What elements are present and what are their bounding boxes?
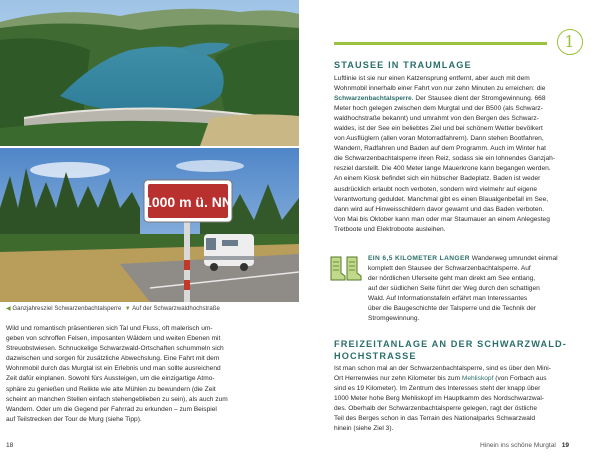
- text-line: Wald. Auf Informationstafeln erfährt man Interessantes: [368, 295, 528, 303]
- body-line: geben von schroffen Felsen, imposanten Wäldern und weiten Ebenen mit: [6, 335, 221, 343]
- text-line: 1000 Meter hohe Berg Mehliskopf im Hauptkamm des Nordschwarzwal-: [334, 395, 544, 403]
- destination-number: 1: [564, 32, 575, 51]
- body-line: Zeit dafür einplanen. Sowohl fürs Aussteigen, um die einzigartige Atmo-: [6, 375, 215, 383]
- text-line: über die Baugeschichte der Talsperre und die Technik der: [368, 305, 537, 313]
- text-line: Wandern, Radfahren und Baden auf dem Programm. Auch im Winter hat: [334, 145, 546, 153]
- text-line: dann wird auf Hinweisschildern davor gewarnt und das Baden verboten.: [334, 205, 545, 213]
- body-line: auf Teilstrecken der Tour de Murg (siehe Tipp).: [6, 415, 142, 423]
- body-line: dazwischen und sorgen für zusätzliche Abwechslung. Eine Fahrt mit dem: [6, 355, 220, 363]
- page-footer-right: [480, 442, 569, 449]
- body-line: Wohnmobil durch das Murgtal ist ein Erlebnis und man sollte ausreichend: [6, 365, 221, 373]
- text-line: komplett den Stausee der Schwarzenbachtalsperre. Auf: [368, 265, 531, 273]
- page-number-right: 19: [561, 442, 570, 449]
- elevation-sign-text: 1000 m ü. NN: [144, 194, 232, 210]
- text-line: sind es 19 Kilometer). Im Zentrum des Interesses steht der knapp über: [334, 385, 541, 393]
- paragraph-wanderweg: [368, 254, 596, 324]
- caption-marker-left: ◀: [6, 306, 11, 312]
- road-sign-photo: [0, 148, 299, 302]
- left-body-text: [6, 324, 294, 425]
- text-line: Teil des Berges schon in das Terrain des Nationalparks Schwarzwald: [334, 415, 536, 423]
- road-sign-photo-graphic: [0, 148, 299, 302]
- text-line: An einem Kiosk befindet sich ein hübscher Badeplatz. Baden ist weder: [334, 175, 541, 183]
- text-line: der nördlichen Uferseite geht man direkt am See entlang,: [368, 275, 536, 283]
- destination-number-icon: [557, 29, 583, 55]
- reservoir-photo: [0, 0, 299, 146]
- body-line: Wandern. Oder um die Gegend per Fahrrad zu erkunden – zum Beispiel: [6, 405, 217, 413]
- text-line: EIN 6,5 KILOMETER LANGER Wanderweg umrundet einmal: [368, 255, 558, 262]
- text-line: Schwarzenbachtalsperre. Der Stausee dient der Stromgewinnung. 668: [334, 95, 546, 103]
- body-line: Wild und romantisch präsentieren sich Tal und Fluss, oft malerisch um-: [6, 325, 213, 332]
- caption-marker-right: ▼: [124, 306, 131, 312]
- caption-right: Auf der Schwarzwaldhochstraße: [132, 305, 220, 312]
- text-line: ausdrücklich erlaubt noch verboten, sondern wird vielmehr auf eigene: [334, 185, 538, 193]
- text-line: des. Oberhalb der Schwarzenbachtalsperre gelegen, ragt der östliche: [334, 405, 538, 413]
- body-line: Streuobstwiesen. Schnuckelige Schwarzwald-Ortschaften schummeln sich: [6, 345, 224, 353]
- heading-rule: [334, 42, 547, 45]
- running-section-title: Hinein ins schöne Murgtal: [480, 442, 556, 449]
- section-heading-stausee: STAUSEE IN TRAUMLAGE: [334, 60, 472, 70]
- text-line: Verantwortung geduldet. Manchmal gibt es einen Blaualgenbefall im See,: [334, 195, 549, 203]
- section-heading-freizeitanlage: FREIZEITANLAGE AN DER SCHWARZWALD- HOCHSTRASSE: [334, 339, 567, 361]
- text-line: Tretboote und Elektroboote ausleihen.: [334, 225, 446, 233]
- text-line: von Ausflüglern (allen voran Motorradfahrern). Dann stehen Bootfahren,: [334, 135, 544, 143]
- text-line: resziel darstellt. Die 400 Meter lange Mauerkrone kann begangen werden.: [334, 165, 551, 173]
- text-line: Von Mai bis Oktober kann man oder mar Staumauer an einem Anlegesteg: [334, 215, 550, 223]
- highlight-schwarzenbachtalsperre: Schwarzenbachtalsperre: [334, 95, 412, 103]
- text-line: waldes, ist der See ein beliebtes Ziel und bei schönem Wetter bevölkert: [334, 125, 543, 133]
- reservoir-photo-graphic: [0, 0, 299, 146]
- text-line: Meter hoch gelegen zwischen dem Murgtal und der B500 (als Schwarz-: [334, 105, 543, 113]
- paragraph-mehliskopf: [334, 364, 596, 434]
- photo-captions: [6, 305, 296, 312]
- camper-van: [204, 234, 254, 271]
- page-number-left: 18: [6, 442, 14, 449]
- text-line: Wohnmobil innerhalb einer Fahrt von nur zehn Minuten zu erreichen: die: [334, 85, 546, 93]
- text-line: hinein (siehe Ziel 3).: [334, 425, 394, 433]
- text-line: Luftlinie ist sie nur einen Katzensprung entfernt, aber auch mit dem: [334, 75, 530, 82]
- text-line: waldhochstraße bekannt) und umrahmt von den Bergen des Schwarz-: [334, 115, 539, 123]
- text-line: auf der südlichen Seite führt der Weg durch den schattigen: [368, 285, 540, 293]
- text-line: Stromgewinnung.: [368, 315, 420, 323]
- paragraph-stausee: [334, 74, 596, 235]
- elevation-sign: [144, 180, 232, 222]
- highlight-mehliskopf: Mehliskopf: [461, 375, 494, 383]
- text-line: Ist man schon mal an der Schwarzenbachtalsperre, sind es über den Mini-: [334, 365, 551, 372]
- caption-left: Ganzjahresziel Schwarzenbachtalsperre: [12, 305, 122, 312]
- body-line: scheint an manchen Stellen einfach stehengeblieben zu sein), als auch zum: [6, 395, 228, 403]
- hiking-boots-icon: [328, 253, 364, 283]
- text-line: Ort Herrenwies nur zehn Kilometer bis zum Mehliskopf (von Forbach aus: [334, 375, 547, 383]
- body-line: sphäre zu genießen und Relikte wie alte Mühlen zu bewundern (die Zeit: [6, 385, 216, 393]
- lead-text: EIN 6,5 KILOMETER LANGER: [368, 255, 470, 262]
- text-line: die Schwarzenbachtalsperre ihren Reiz, sodass sie ein lohnendes Ganzjah-: [334, 155, 556, 163]
